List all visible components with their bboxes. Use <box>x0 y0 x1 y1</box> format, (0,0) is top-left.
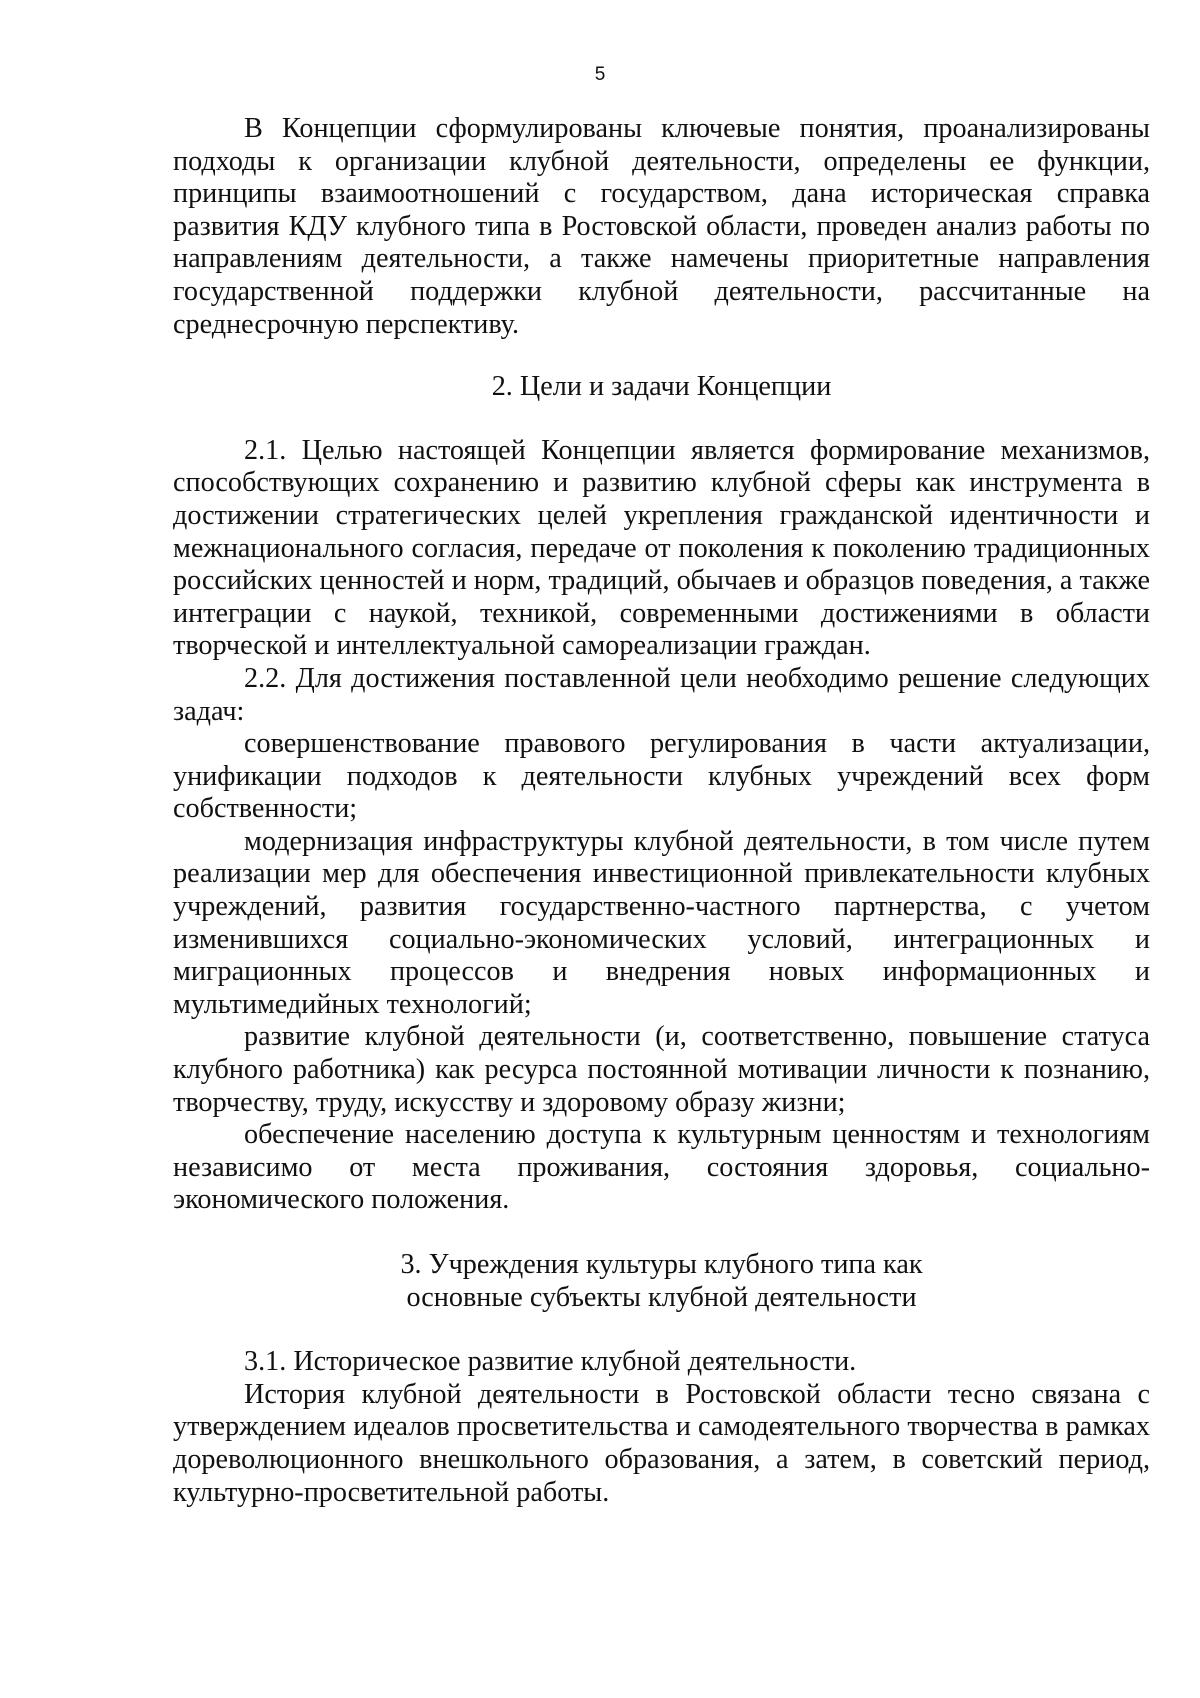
task-item: обеспечение населению доступа к культурным ценностям и технологиям независимо от места проживания, состояния здоровья, социально-экономического положения. <box>173 1119 1150 1216</box>
task-item: совершенствование правового регулирования в части актуализации, унификации подходов к деятельности клубных учреждений всех форм собственности; <box>173 728 1150 825</box>
section-3-heading-line-2: основные субъекты клубной деятельности <box>406 1281 917 1313</box>
paragraph-2-2: 2.2. Для достижения поставленной цели необходимо решение следующих задач: <box>173 662 1150 727</box>
paragraph-2-1: 2.1. Целью настоящей Концепции является формирование механизмов, способствующих сохранению и развитию клубной сферы как инструмента в достижении стратегических целей укрепления гражданской идентичности и межнационального согласия, передаче от поколения к поколению традиционных российских ценностей и норм, традиций, обычаев и образцов поведения, а также интеграции с наукой, техникой, современными достижениями в области творческой и интеллектуальной самореализации граждан. <box>173 434 1150 662</box>
paragraph-3-1: 3.1. Историческое развитие клубной деятельности. <box>244 1346 857 1378</box>
section-2-heading: 2. Цели и задачи Концепции <box>491 371 832 403</box>
document-body <box>173 113 1150 1509</box>
section-3-heading <box>173 1249 1150 1314</box>
history-paragraph: История клубной деятельности в Ростовской области тесно связана с утверждением идеалов просветительства и самодеятельного творчества в рамках дореволюционного внешкольного образования, а затем, в советский период, культурно-просветительной работы. <box>173 1378 1150 1508</box>
intro-paragraph: В Концепции сформулированы ключевые понятия, проанализированы подходы к организации клубной деятельности, определены ее функции, принципы взаимоотношений с государством, дана историческая справка развития КДУ клубного типа в Ростовской области, проведен анализ работы по направлениям деятельности, а также намечены приоритетные направления государственной поддержки клубной деятельности, рассчитанные на среднесрочную перспективу. <box>173 113 1150 340</box>
section-3-heading-line-1: 3. Учреждения культуры клубного типа как <box>400 1249 923 1280</box>
task-item: модернизация инфраструктуры клубной деятельности, в том числе путем реализации мер для обеспечения инвестиционной привлекательности клубных учреждений, развития государственно-частного партнерства, с учетом изменившихся социально-экономических условий, интеграционных и миграционных процессов и внедрения новых информационных и мультимедийных технологий; <box>173 825 1150 1020</box>
task-item: развитие клубной деятельности (и, соответственно, повышение статуса клубного работника) как ресурса постоянной мотивации личности к познанию, творчеству, труду, искусству и здоровому образу жизни; <box>173 1021 1150 1118</box>
page-number: 5 <box>594 64 606 85</box>
